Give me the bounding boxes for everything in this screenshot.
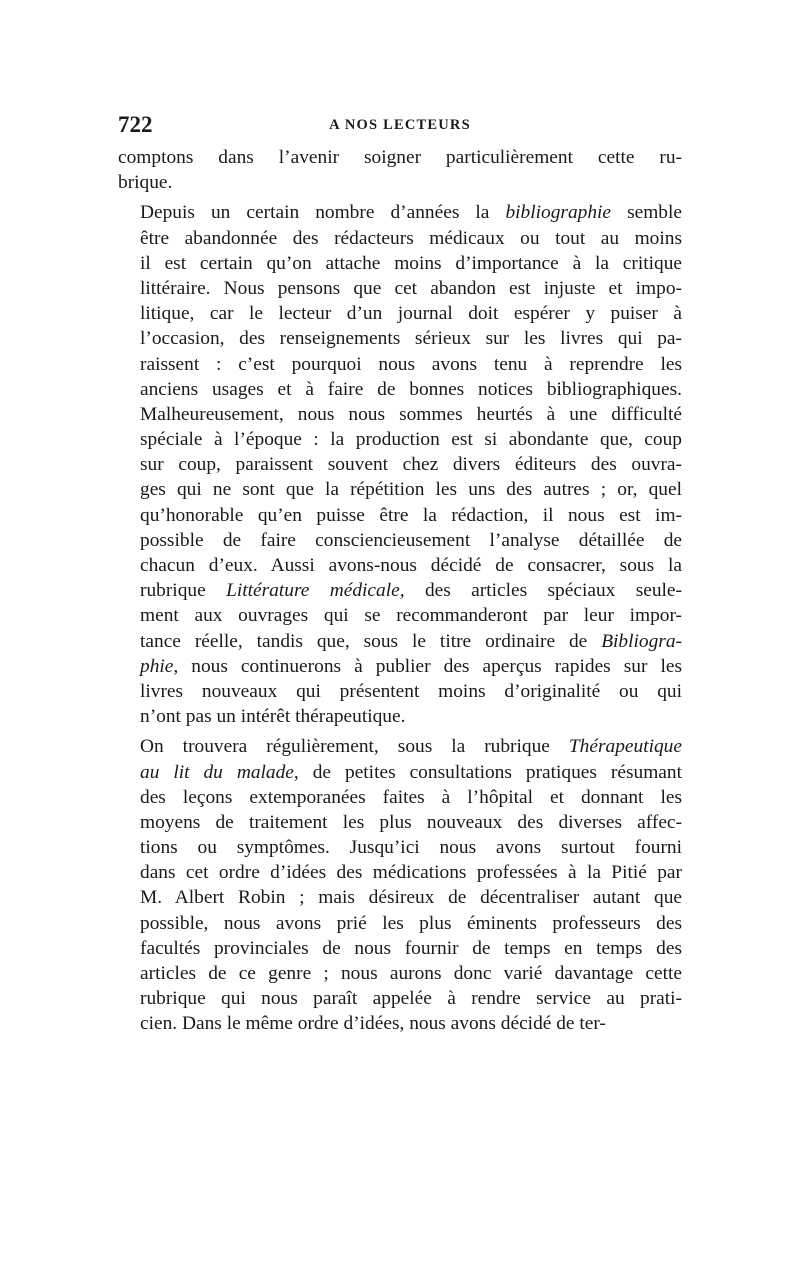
text-line (118, 503, 682, 528)
text-line (118, 276, 682, 301)
text-run: ment aux ouvrages qui se recommanderont par leur impor- (140, 605, 682, 627)
text-line (118, 352, 682, 377)
text-run: tance réelle, tandis que, sous le titre ordinaire de (140, 630, 602, 652)
text-line (118, 961, 682, 986)
text-line (118, 145, 682, 170)
text-line (118, 553, 682, 578)
italic-text: Thérapeutique (568, 736, 682, 758)
text-run: littéraire. Nous pensons que cet abandon est injuste et impo- (140, 277, 682, 299)
paragraph (118, 200, 682, 729)
text-run: semble (611, 202, 682, 224)
text-run: chacun d’eux. Aussi avons-nous décidé de consacrer, sous la (140, 555, 682, 576)
text-run: être abandonnée des rédacteurs médicaux ou tout au moins (140, 227, 682, 249)
paragraph (118, 734, 682, 1036)
text-line (118, 679, 682, 704)
text-line (118, 377, 682, 402)
text-line (118, 654, 682, 679)
text-run: spéciale à l’époque : la production est si abondante que, coup (140, 429, 682, 451)
text-run: comptons dans l’avenir soigner particulièrement cette ru- (118, 147, 682, 168)
text-run: livres nouveaux qui présentent moins d’originalité ou qui (140, 680, 682, 702)
text-run: , nous continuerons à publier des aperçus rapides sur les (173, 655, 682, 677)
text-run: M. Albert Robin ; mais désireux de décentraliser autant que (140, 887, 682, 909)
text-line (118, 734, 682, 759)
body-text (118, 145, 682, 1037)
text-run: des leçons extemporanées faites à l’hôpital et donnant les (140, 786, 682, 808)
text-run: cien. Dans le même ordre d’idées, nous avons décidé de ter- (140, 1013, 606, 1035)
text-run: Depuis un certain nombre d’années la (140, 202, 506, 224)
text-run: il est certain qu’on attache moins d’importance à la critique (140, 252, 682, 274)
text-line (118, 936, 682, 961)
text-run: facultés provinciales de nous fournir de temps en temps des (140, 937, 682, 959)
text-line (118, 986, 682, 1011)
text-run: litique, car le lecteur d’un journal doit espérer y puiser à (140, 303, 682, 325)
text-run: , de petites consultations pratiques résumant (293, 761, 682, 783)
italic-text: Littérature médicale (226, 580, 400, 602)
text-run: , des articles spéciaux seule- (399, 580, 682, 602)
text-run: anciens usages et à faire de bonnes notices bibliographiques. (140, 378, 682, 400)
text-line (118, 1011, 682, 1036)
text-line (118, 301, 682, 326)
text-line (118, 251, 682, 276)
text-line (118, 402, 682, 427)
text-line (118, 911, 682, 936)
text-run: tions ou symptômes. Jusqu’ici nous avons surtout fourni (140, 837, 682, 859)
text-line (118, 477, 682, 502)
paragraph (118, 145, 682, 195)
text-line (118, 226, 682, 251)
italic-text: Bibliogra- (601, 630, 682, 652)
italic-text: au lit du malade (140, 761, 294, 783)
text-line (118, 170, 682, 195)
text-run: articles de ce genre ; nous aurons donc varié davantage cette (140, 963, 682, 984)
text-line (118, 452, 682, 477)
text-line (118, 603, 682, 628)
text-line (118, 885, 682, 910)
text-line (118, 427, 682, 452)
italic-text: phie (140, 655, 174, 677)
text-line (118, 785, 682, 810)
text-run: Malheureusement, nous nous sommes heurtés à une difficulté (140, 403, 682, 425)
running-title: A NOS LECTEURS (329, 117, 471, 133)
running-head (118, 112, 682, 142)
text-line (118, 704, 682, 729)
text-run: rubrique (140, 580, 227, 602)
text-line (118, 760, 682, 785)
text-run: raissent : c’est pourquoi nous avons tenu à reprendre les (140, 353, 682, 375)
text-run: dans cet ordre d’idées des médications professées à la Pitié par (140, 862, 682, 884)
text-line (118, 578, 682, 603)
text-line (118, 629, 682, 654)
text-run: ges qui ne sont que la répétition les uns des autres ; or, quel (140, 479, 682, 501)
text-line (118, 860, 682, 885)
text-run: possible, nous avons prié les plus éminents professeurs des (140, 912, 682, 934)
text-line (118, 810, 682, 835)
page-number: 722 (118, 112, 153, 137)
text-run: l’occasion, des renseignements sérieux sur les livres qui pa- (140, 328, 682, 350)
text-run: moyens de traitement les plus nouveaux des diverses affec- (140, 811, 682, 833)
text-run: On trouvera régulièrement, sous la rubrique (140, 736, 569, 758)
text-run: rubrique qui nous paraît appelée à rendre service au prati- (140, 988, 682, 1010)
text-run: sur coup, paraissent souvent chez divers éditeurs des ouvra- (140, 454, 682, 476)
text-line (118, 528, 682, 553)
text-run: brique. (118, 172, 173, 194)
text-line (118, 326, 682, 351)
text-run: qu’honorable qu’en puisse être la rédaction, il nous est im- (140, 504, 682, 526)
text-run: n’ont pas un intérêt thérapeutique. (140, 706, 406, 728)
italic-text: bibliographie (505, 202, 612, 224)
text-line (118, 835, 682, 860)
text-run: possible de faire consciencieusement l’analyse détaillée de (140, 529, 682, 551)
text-line (118, 200, 682, 225)
